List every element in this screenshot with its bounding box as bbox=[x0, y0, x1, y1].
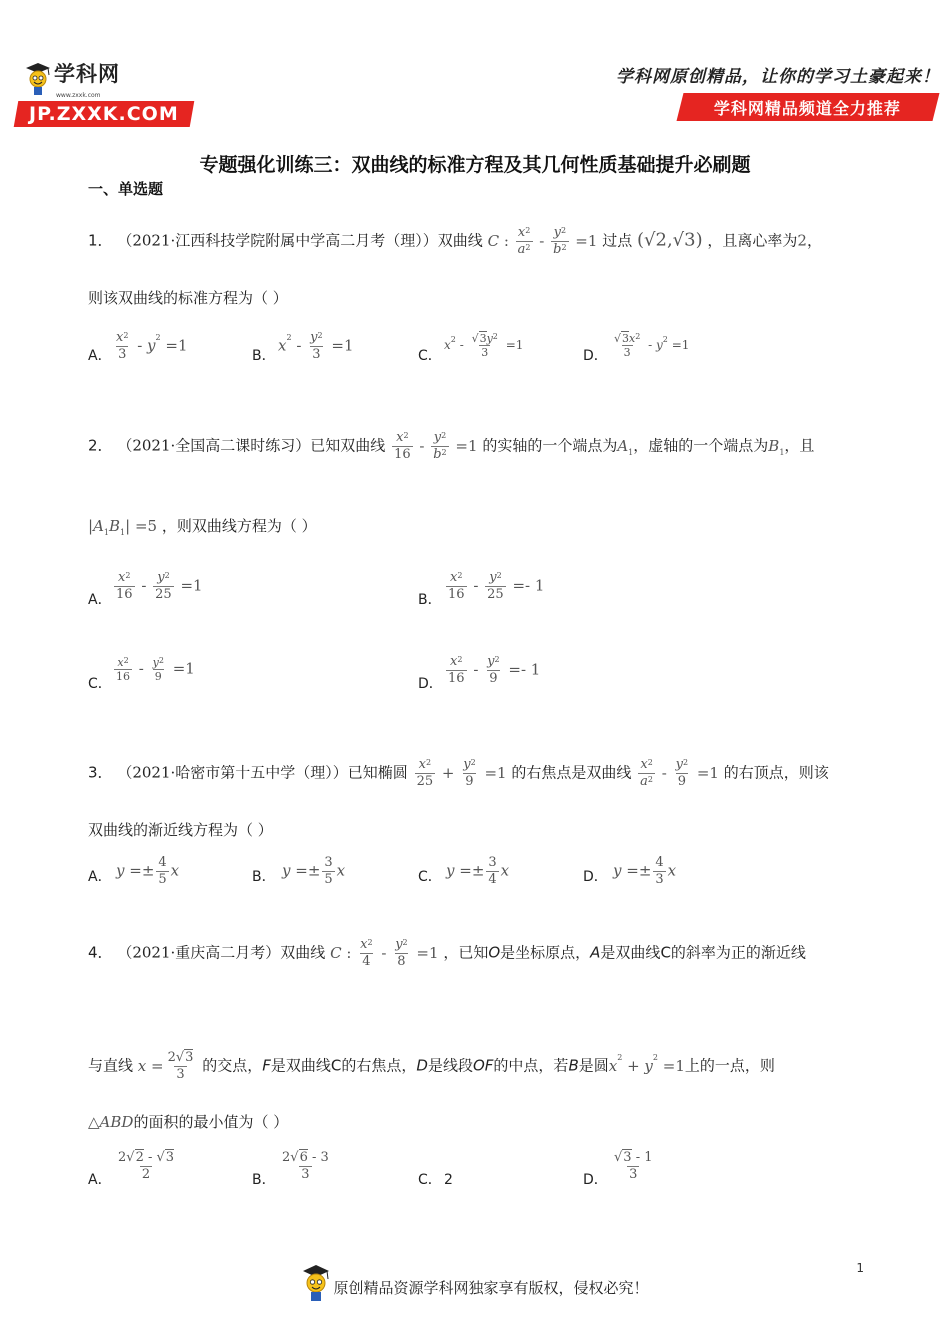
option-a-label[interactable]: A． bbox=[88, 869, 112, 885]
logo-url-banner bbox=[14, 101, 195, 127]
option-d-label[interactable]: D． bbox=[583, 1172, 608, 1188]
option-b-label[interactable]: B． bbox=[252, 869, 276, 885]
option-d-formula[interactable]: $\frac{x^2}{16}$ - $\frac{y^2}{9}$ =- 1 bbox=[448, 654, 541, 686]
footer bbox=[0, 1264, 950, 1302]
option-d-label[interactable]: D． bbox=[418, 676, 443, 692]
section-heading: 一、单选题 bbox=[88, 180, 164, 198]
logo-name: 学科网 bbox=[54, 62, 120, 86]
text-imag-axis: ，虚轴的一个端点为 bbox=[633, 436, 769, 455]
formula-distance: $|A_1B_1| =5$ bbox=[88, 517, 158, 537]
option-a-label[interactable]: A． bbox=[88, 592, 112, 608]
question-4-line-3: △ABD的面积的最小值为（ ） bbox=[88, 1113, 289, 1131]
option-b-formula[interactable]: y =± $\frac{3}{5}$ x bbox=[282, 855, 346, 887]
option-a-label[interactable]: A． bbox=[88, 1172, 112, 1188]
option-c-formula[interactable]: $\frac{x^2}{16}$ - $\frac{y^2}{9}$ =1 bbox=[116, 656, 195, 683]
option-b-formula[interactable]: $x^2$ - $\frac{y^2}{3}$ =1 bbox=[278, 330, 354, 362]
question-4-line-1: 4． （2021·重庆高二月考）双曲线 C : $\frac{x^2}{4}$ - $\frac{y^2}{8}$ =1 ，已知O是坐标原点，A是双曲线C的斜率为正的渐近线 bbox=[88, 937, 806, 969]
copyright-notice: 原创精品资源学科网独家享有版权，侵权必究！ bbox=[333, 1279, 649, 1297]
question-source: （2021·哈密市第十五中学（理））已知椭圆 bbox=[117, 763, 408, 782]
text-focus: 的右焦点是双曲线 bbox=[511, 763, 632, 782]
mascot-icon bbox=[24, 62, 52, 96]
option-a-formula[interactable]: $\frac{x^2}{16}$ - $\frac{y^2}{25}$ =1 bbox=[116, 570, 203, 602]
question-4-line-2: 与直线 x = $\frac{2√3}{3}$ 的交点，F是双曲线C的右焦点，D是线段OF的中点，若B是圆$x^2 + y^2 =1$上的一点，则 bbox=[88, 1050, 775, 1082]
question-source: （2021·全国高二课时练习）已知双曲线 bbox=[117, 436, 386, 455]
formula-point: (√2,√3) bbox=[637, 229, 703, 251]
logo-small-url: www.zxxk.com bbox=[56, 92, 101, 99]
option-c-value[interactable]: 2 bbox=[444, 1172, 453, 1188]
formula-hyperbola: C : $\frac{x^2}{4}$ - $\frac{y^2}{8}$ =1 bbox=[330, 937, 439, 969]
question-source: （2021·重庆高二月考）双曲线 bbox=[117, 943, 326, 962]
question-prompt: ，则双曲线方程为（ ） bbox=[161, 517, 317, 535]
formula-line-x: x = $\frac{2√3}{3}$ bbox=[137, 1050, 194, 1082]
page-title: 专题强化训练三：双曲线的标准方程及其几何性质基础提升必刷题 bbox=[199, 154, 751, 176]
option-b-label[interactable]: B． bbox=[252, 1172, 276, 1188]
option-c-formula[interactable]: y =± $\frac{3}{4}$ x bbox=[446, 855, 510, 887]
formula-circle: $x^2 + y^2 =1$ bbox=[608, 1053, 685, 1075]
eccentricity-value: 2 bbox=[797, 231, 807, 250]
text-vertex: 的右顶点，则该 bbox=[723, 763, 829, 782]
formula-ellipse: $\frac{x^2}{25}$ + $\frac{y^2}{9}$ =1 bbox=[416, 757, 507, 789]
option-b-formula[interactable]: $\frac{x^2}{16}$ - $\frac{y^2}{25}$ =- 1 bbox=[448, 570, 545, 602]
option-a-formula[interactable]: y =± $\frac{4}{5}$ x bbox=[116, 855, 180, 887]
question-number: 2． bbox=[88, 436, 113, 455]
slogan-text: 学科网原创精品，让你的学习土豪起来！ bbox=[616, 67, 940, 87]
header-slogan bbox=[610, 62, 940, 121]
option-d-label[interactable]: D． bbox=[583, 348, 608, 364]
option-c-label[interactable]: C． bbox=[418, 869, 442, 885]
site-logo[interactable] bbox=[16, 62, 196, 128]
text-comma: ， bbox=[806, 231, 822, 250]
formula-hyperbola: $\frac{x^2}{16}$ - $\frac{y^2}{b^2}$ =1 bbox=[394, 430, 478, 462]
text-passes: 过点 bbox=[602, 231, 633, 250]
text-and: ，且 bbox=[784, 436, 815, 455]
question-1-line-2: 则该双曲线的标准方程为（ ） bbox=[88, 289, 288, 307]
option-d-formula[interactable]: $\frac{√3 - 1}{3}$ bbox=[614, 1150, 653, 1182]
option-b-label[interactable]: B． bbox=[252, 348, 276, 364]
text-eccentricity: ，且离心率为 bbox=[707, 231, 798, 250]
formula-hyperbola: $\frac{x^2}{a^2}$ - $\frac{y^2}{9}$ =1 bbox=[640, 757, 719, 789]
recommend-banner bbox=[677, 93, 940, 121]
option-d-label[interactable]: D． bbox=[583, 869, 608, 885]
option-b-formula[interactable]: $\frac{2√6 - 3}{3}$ bbox=[282, 1150, 329, 1182]
option-c-label[interactable]: C． bbox=[418, 348, 442, 364]
option-d-formula[interactable]: $\frac{√3x^2}{3}$ - $y^2 =1$ bbox=[614, 332, 690, 359]
option-c-label[interactable]: C． bbox=[418, 1172, 442, 1188]
question-source: （2021·江西科技学院附属中学高二月考（理））双曲线 bbox=[117, 231, 483, 250]
mascot-icon bbox=[301, 1264, 331, 1302]
recommend-banner-text: 学科网精品频道全力推荐 bbox=[714, 98, 902, 118]
question-number: 3． bbox=[88, 763, 113, 782]
question-number: 4． bbox=[88, 943, 113, 962]
option-a-label[interactable]: A． bbox=[88, 348, 112, 364]
question-number: 1． bbox=[88, 231, 113, 250]
question-1-line-1 bbox=[88, 225, 822, 258]
option-d-formula[interactable]: y =± $\frac{4}{3}$ x bbox=[613, 855, 677, 887]
option-a-formula[interactable]: $\frac{x^2}{3}$ - $y^2 =1$ bbox=[116, 330, 188, 362]
question-2-line-2 bbox=[88, 516, 317, 543]
option-c-label[interactable]: C． bbox=[88, 676, 112, 692]
logo-url-text: JP.ZXXK.COM bbox=[29, 103, 179, 125]
page-number: 1 bbox=[856, 1261, 864, 1275]
question-3-line-1 bbox=[88, 757, 829, 790]
option-a-formula[interactable]: $\frac{2√2 - √3}{2}$ bbox=[118, 1150, 175, 1182]
text-real-axis: 的实轴的一个端点为 bbox=[482, 436, 618, 455]
question-3-line-2: 双曲线的渐近线方程为（ ） bbox=[88, 821, 273, 839]
option-b-label[interactable]: B． bbox=[418, 592, 442, 608]
option-c-formula[interactable]: $x^2$ - $\frac{√3y^2}{3}$ =1 bbox=[444, 332, 524, 359]
question-2-line-1: 2． （2021·全国高二课时练习）已知双曲线 $\frac{x^2}{16}$ - $\frac{y^2}{b^2}$ =1 的实轴的一个端点为$A_1$，虚轴的一个端点为$B_1$，且 bbox=[88, 430, 815, 462]
formula-hyperbola: C : $\frac{x^2}{a^2}$ - $\frac{y^2}{b^2}$ =1 bbox=[487, 225, 598, 257]
